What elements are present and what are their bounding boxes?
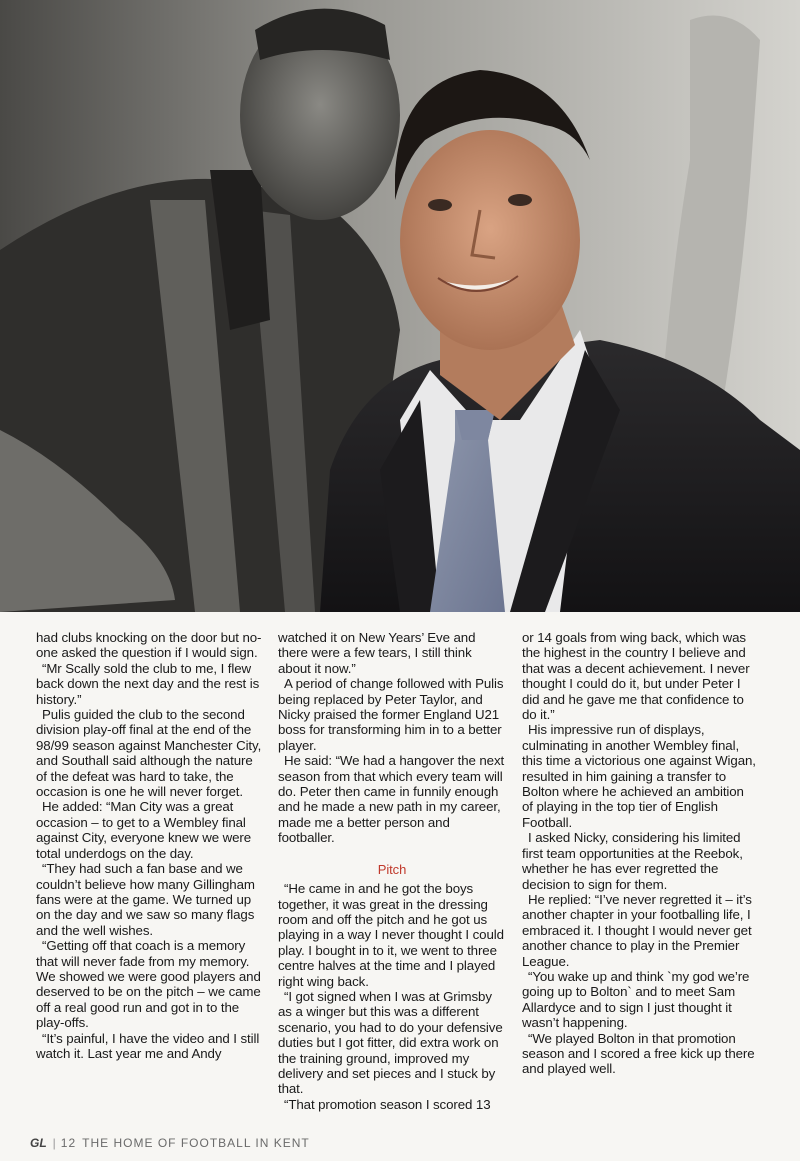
paragraph: “Getting off that coach is a memory that will never fade from my memory. We showed we were good players and deserved to be on the pitch – we came off a real good run and got in to the play-offs. [36, 938, 261, 1031]
magazine-logo: GL [30, 1136, 47, 1150]
paragraph: Pulis guided the club to the second division play-off final at the end of the 98/99 season against Manchester City, and Southall said although the nature of the defeat was hard to take, the occasion is one he will never forget. [36, 707, 262, 800]
paragraph: He replied: “I’ve never regretted it – it’s another chapter in your footballing life, I embraced it. I thought I would never get another chance to play in the Premier League. [522, 891, 752, 969]
article-column-3 [522, 630, 756, 1077]
page-footer [30, 1136, 310, 1150]
paragraph: watched it on New Years’ Eve and there were a few tears, I still think about it now.” [278, 630, 476, 676]
paragraph: He said: “We had a hangover the next season from that which every team will do. Peter then came in funnily enough and he made a new path in my career, made me a better person and footballer. [278, 753, 505, 846]
paragraph: “You wake up and think `my god we’re going up to Bolton` and to meet Sam Allardyce and to sign I just thought it wasn’t happening. [522, 968, 750, 1031]
article-column-1 [36, 630, 262, 1061]
footer-tagline: THE HOME OF FOOTBALL IN KENT [82, 1136, 310, 1150]
paragraph: “They had such a fan base and we couldn’t believe how many Gillingham fans were at the game. We turned up on the day and we saw so many flags and the well wishes. [36, 861, 255, 938]
paragraph: “It’s painful, I have the video and I still watch it. Last year me and Andy [36, 1030, 260, 1061]
paragraph: “We played Bolton in that promotion season and I scored a free kick up there and played well. [522, 1030, 755, 1077]
paragraph: had clubs knocking on the door but no-one asked the question if I would sign. [36, 630, 262, 661]
section-subheading: Pitch [377, 861, 407, 877]
paragraph: or 14 goals from wing back, which was the highest in the country I believe and that was a decent achievement. I never thought I could do it, but under Peter I did and he gave me that confidence to do it.” [522, 630, 750, 723]
paragraph: “I got signed when I was at Grimsby as a winger but this was a different scenario, you had to do your defensive duties but I got fitter, did extra work on the training ground, improved my delivery and set pieces and I stuck by that. [278, 988, 503, 1097]
paragraph: His impressive run of displays, culminating in another Wembley final, this time a victorious one against Wigan, resulted in him gaining a transfer to Bolton where he achieved an ambition of playing in the top tier of English Football. [522, 722, 756, 830]
paragraph: He added: “Man City was a great occasion – to get to a Wembley final against City, everyone knew we were total underdogs on the day. [36, 799, 252, 861]
paragraph: “He came in and he got the boys together, it was great in the dressing room and off the pitch and he got us playing in a way I never thought I could play. I bought in to it, we went to three centre halves at the time and I played right wing back. [278, 881, 504, 989]
paragraph: A period of change followed with Pulis being replaced by Peter Taylor, and Nicky praised the former England U21 boss for transforming him in to a better player. [278, 676, 504, 753]
paragraph: “Mr Scally sold the club to me, I flew back down the next day and the rest is history.” [36, 660, 260, 707]
page-number: 12 [60, 1136, 77, 1150]
paragraph: I asked Nicky, considering his limited first team opportunities at the Reebok, whether he has ever regretted the decision to sign for them. [522, 830, 743, 892]
footer-separator: | [52, 1136, 57, 1150]
paragraph: “That promotion season I scored 13 [284, 1096, 491, 1112]
article-column-2 [278, 630, 506, 1112]
